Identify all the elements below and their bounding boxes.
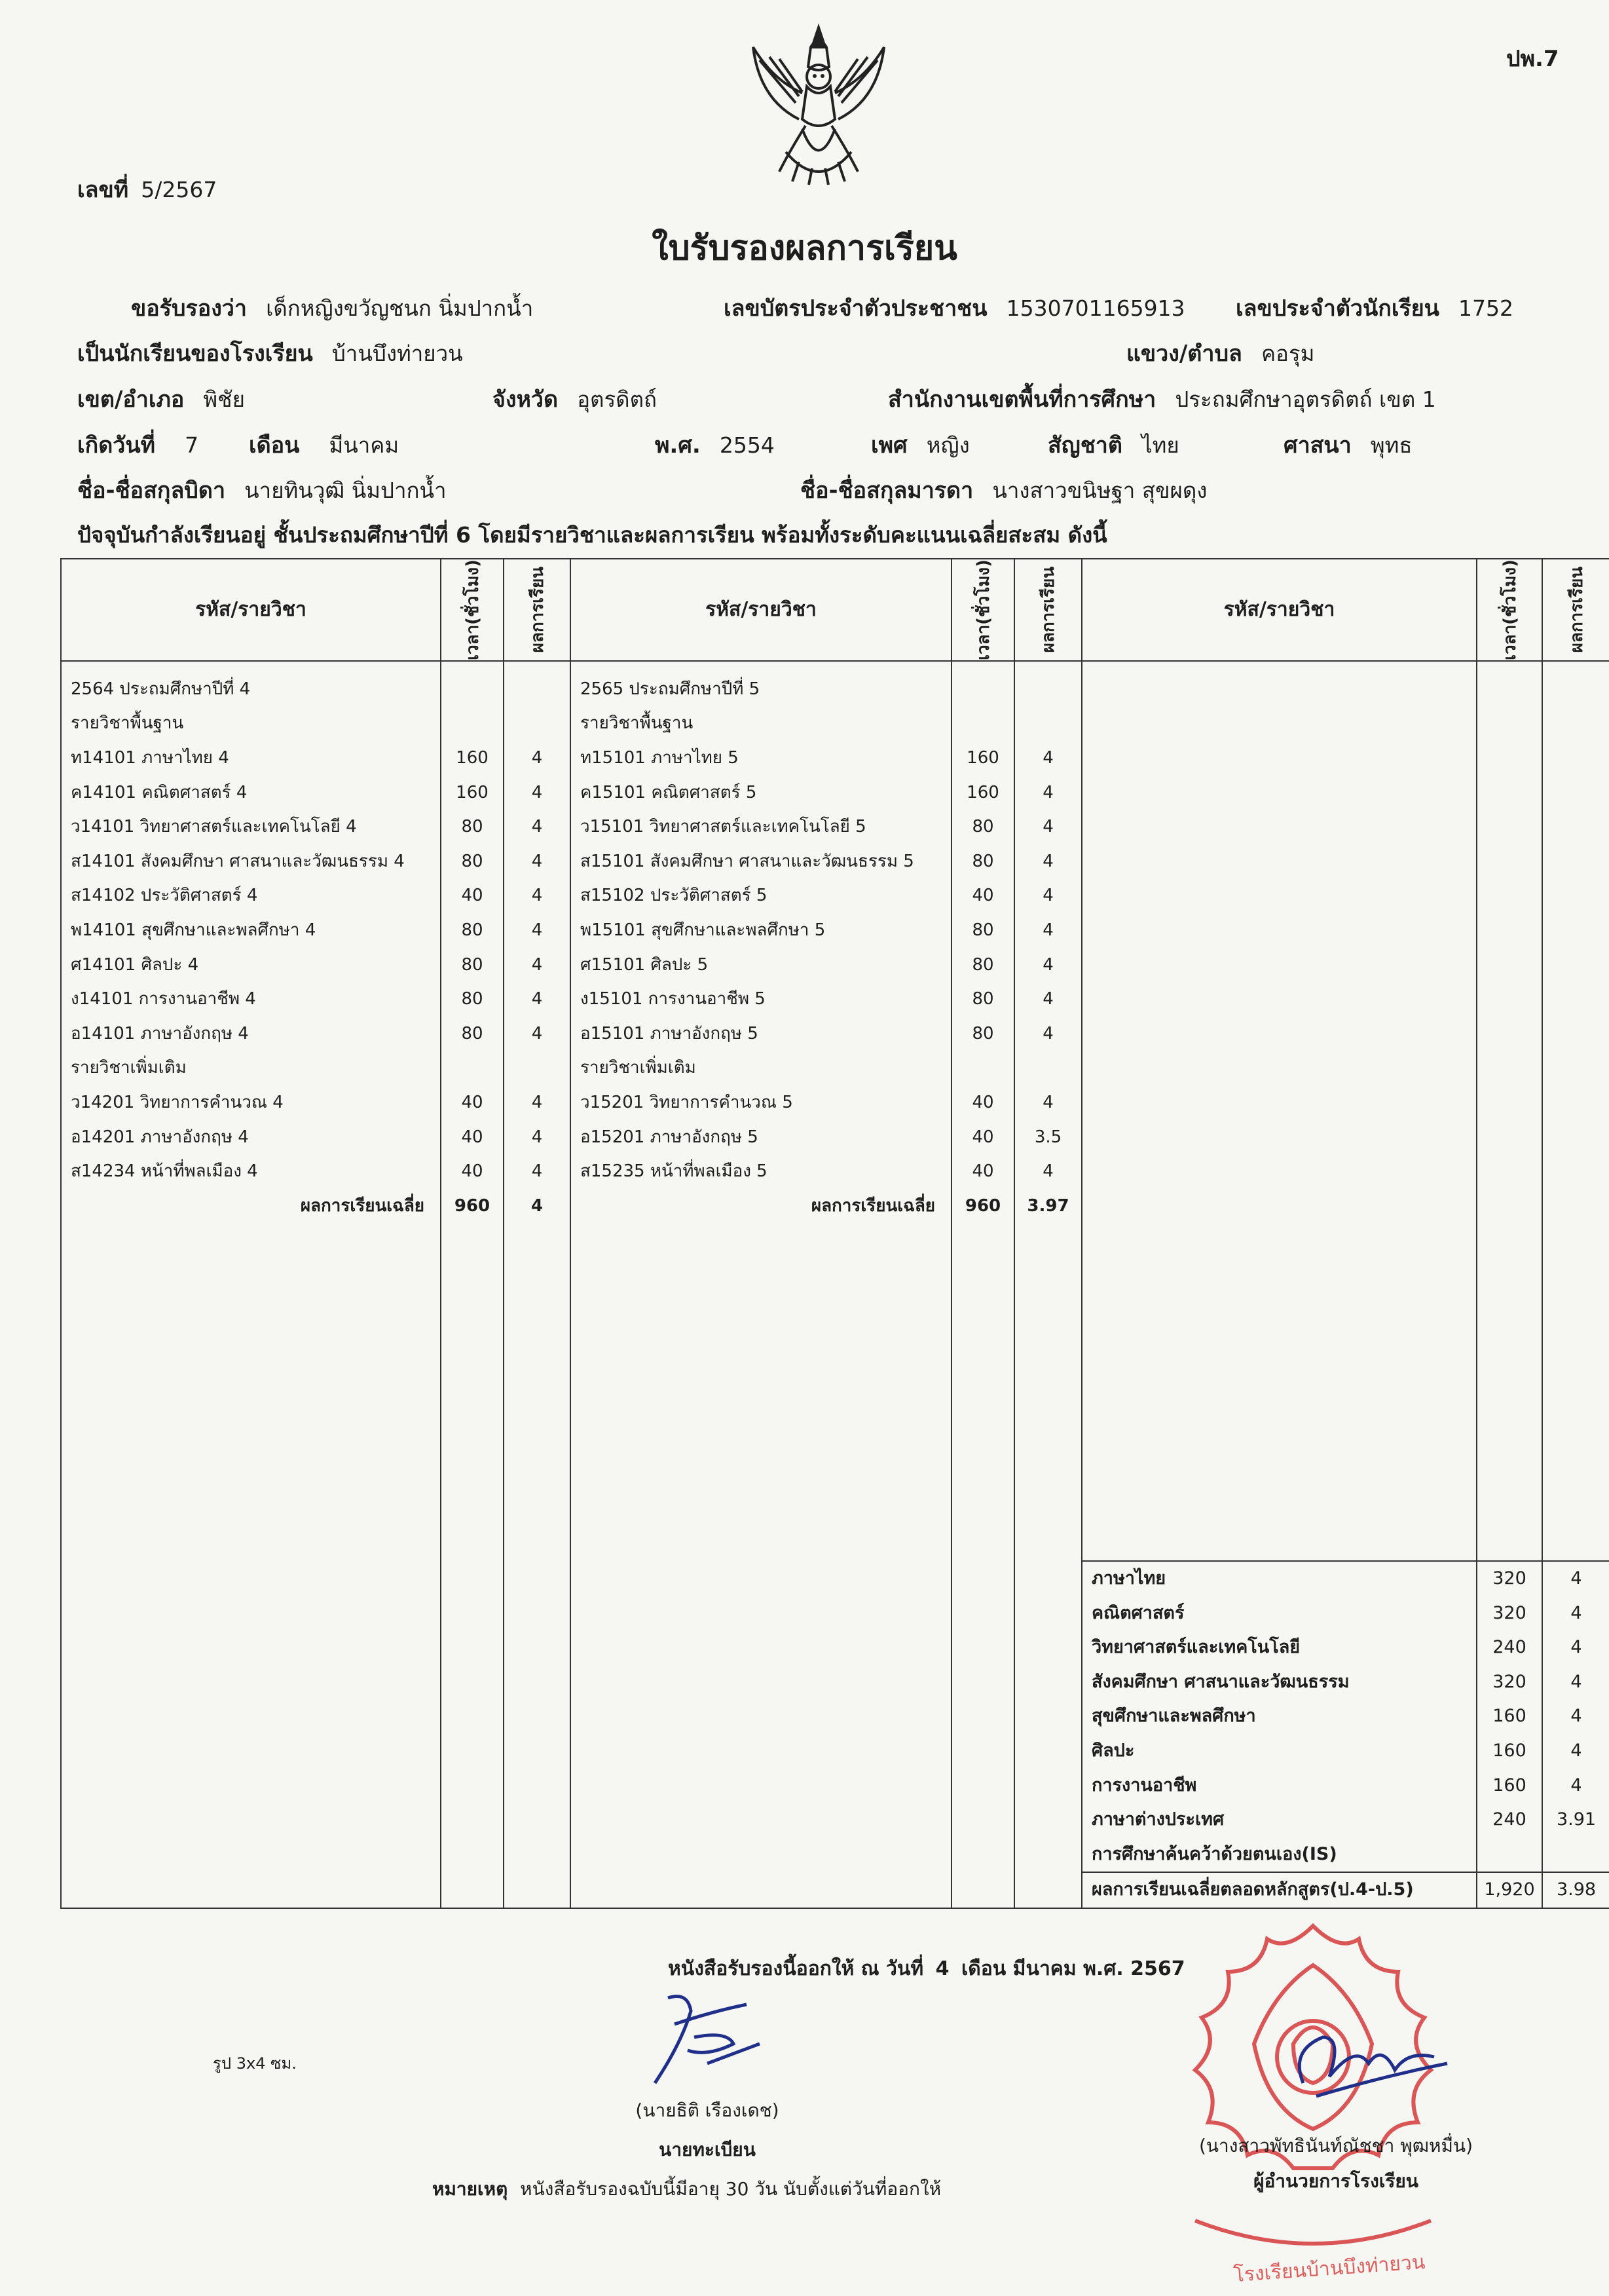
validity-note: หมายเหตุ หนังสือรับรองฉบับนี้มีอายุ 30 วัน นับตั้งแต่วันที่ออกให้ (432, 2178, 942, 2200)
table-header-row (61, 559, 1609, 661)
enrollment-statement: ปัจจุบันกำลังเรียนอยู่ ชั้นประถมศึกษาปีที่ 6 โดยมีรายวิชาและผลการเรียน พร้อมทั้งระดับคะแนนเฉลี่ยสะสม ดังนี้ (77, 522, 1107, 548)
birth-year-line: พ.ศ. 2554 (655, 432, 775, 459)
subject-hours: 40 (972, 1127, 994, 1147)
subject-name: ส15235 หน้าที่พลเมือง 5 (580, 1161, 768, 1182)
average-grade: 3.97 (1027, 1195, 1069, 1216)
subject-grade (504, 1051, 570, 1085)
summary-grade: 4 (1570, 1568, 1582, 1589)
subject-grade (504, 706, 570, 741)
summary-subject: ภาษาต่างประเทศ (1092, 1809, 1225, 1830)
subject-hours (441, 1051, 503, 1085)
year4-grades-cell (504, 661, 570, 1908)
subject-hours: 80 (461, 817, 483, 837)
subject-grade: 4 (531, 851, 543, 871)
subject-hours: 160 (967, 782, 999, 802)
subject-grade: 4 (531, 1161, 543, 1182)
subject-hours: 80 (461, 851, 483, 871)
issue-date-line: หนังสือรับรองนี้ออกให้ ณ วันที่ 4 เดือน มีนาคม พ.ศ. 2567 (668, 1957, 1185, 1980)
subject-grade: 4 (531, 1127, 543, 1147)
subject-hours: 40 (972, 1092, 994, 1112)
header-subject-1: รหัส/รายวิชา (61, 559, 441, 661)
subject-name: ศ15101 ศิลปะ 5 (580, 954, 709, 975)
subject-name: ท14101 ภาษาไทย 4 (71, 748, 229, 768)
year5-grades-cell (1014, 661, 1082, 1908)
subject-name: อ14201 ภาษาอังกฤษ 4 (71, 1127, 249, 1147)
summary-subject: การศึกษาค้นคว้าด้วยตนเอง(IS) (1092, 1843, 1337, 1864)
subject-name: ง15101 การงานอาชีพ 5 (580, 989, 766, 1009)
average-label: ผลการเรียนเฉลี่ย (811, 1195, 935, 1216)
mother-line: ชื่อ-ชื่อสกุลมารดา นางสาวขนิษฐา สุขผดุง (800, 478, 1208, 504)
header-hours-2: เวลา(ชั่วโมง) (952, 559, 1014, 661)
subject-name: ค14101 คณิตศาสตร์ 4 (71, 782, 248, 802)
subject-grade: 4 (1043, 920, 1054, 940)
subject-name: รายวิชาพื้นฐาน (71, 713, 184, 734)
average-hours: 960 (965, 1195, 1001, 1216)
summary-hours: 320 (1492, 1602, 1526, 1623)
subject-name: รายวิชาเพิ่มเติม (71, 1058, 187, 1078)
subject-name: ว15101 วิทยาศาสตร์และเทคโนโลยี 5 (580, 817, 866, 837)
subject-name: อ15201 ภาษาอังกฤษ 5 (580, 1127, 758, 1147)
summary-grade-list (1543, 1560, 1609, 1908)
subject-grade (1015, 672, 1081, 707)
subject-hours (952, 1051, 1014, 1085)
subject-grade: 4 (1043, 886, 1054, 906)
header-grade-2: ผลการเรียน (1014, 559, 1082, 661)
subject-grade: 4 (531, 920, 543, 940)
subject-name: พ15101 สุขศึกษาและพลศึกษา 5 (580, 920, 826, 940)
subject-name: ง14101 การงานอาชีพ 4 (71, 989, 256, 1009)
subject-hours (952, 706, 1014, 741)
sex-line: เพศ หญิง (871, 432, 970, 459)
subject-name: รายวิชาเพิ่มเติม (580, 1058, 696, 1078)
overall-average-label: ผลการเรียนเฉลี่ยตลอดหลักสูตร(ป.4-ป.5) (1082, 1872, 1476, 1908)
subject-grade: 3.5 (1034, 1127, 1062, 1147)
registrar-position: นายทะเบียน (659, 2139, 756, 2160)
subject-grade: 4 (1043, 748, 1054, 768)
subject-name: ว14201 วิทยาการคำนวณ 4 (71, 1092, 284, 1112)
header-grade-3: ผลการเรียน (1542, 559, 1609, 661)
subject-hours: 40 (461, 1161, 483, 1182)
subject-hours: 80 (461, 954, 483, 975)
subject-grade: 4 (1043, 954, 1054, 975)
subject-grade (504, 672, 570, 707)
summary-subject: สังคมศึกษา ศาสนาและวัฒนธรรม (1092, 1671, 1350, 1692)
summary-grade: 4 (1570, 1602, 1582, 1623)
summary-hours (1477, 1837, 1542, 1872)
subject-grade: 4 (531, 817, 543, 837)
summary-grade: 4 (1570, 1741, 1582, 1761)
subject-hours: 80 (461, 989, 483, 1009)
subject-grade: 4 (531, 886, 543, 906)
year5-subject-list (571, 672, 951, 1224)
school-line: เป็นนักเรียนของโรงเรียน บ้านบึงท่ายวน (77, 341, 463, 367)
summary-hours: 240 (1492, 1637, 1526, 1658)
director-signature-icon (1284, 2018, 1454, 2109)
summary-subject: วิทยาศาสตร์และเทคโนโลยี (1092, 1637, 1301, 1658)
summary-subject: ภาษาไทย (1092, 1568, 1166, 1589)
summary-grade: 4 (1570, 1706, 1582, 1727)
student-name-line: ขอรับรองว่า เด็กหญิงขวัญชนก นิ่มปากน้ำ (131, 295, 534, 322)
subject-name: รายวิชาพื้นฐาน (580, 713, 694, 734)
subject-name: ส14102 ประวัติศาสตร์ 4 (71, 886, 258, 906)
header-hours-1: เวลา(ชั่วโมง) (441, 559, 504, 661)
subject-hours: 40 (461, 1092, 483, 1112)
subject-grade: 4 (531, 954, 543, 975)
summary-subject: การงานอาชีพ (1092, 1775, 1197, 1796)
birth-month-line: เดือน มีนาคม (249, 432, 399, 459)
subject-grade (1015, 1051, 1081, 1085)
subject-name: ว15201 วิทยาการคำนวณ 5 (580, 1092, 793, 1112)
average-hours: 960 (454, 1195, 490, 1216)
subject-grade: 4 (1043, 989, 1054, 1009)
subject-hours: 40 (461, 1127, 483, 1147)
subject-hours: 80 (972, 817, 994, 837)
summary-subject-list (1082, 1560, 1476, 1908)
summary-subject: คณิตศาสตร์ (1092, 1602, 1185, 1623)
subject-name: พ14101 สุขศึกษาและพลศึกษา 4 (71, 920, 316, 940)
summary-grades-cell (1542, 661, 1609, 1908)
subject-hours (441, 672, 503, 707)
summary-hours: 160 (1492, 1741, 1526, 1761)
summary-grade: 4 (1570, 1671, 1582, 1692)
garuda-emblem-icon (733, 21, 904, 191)
director-name: (นางสาวพัทธินันท์ณัชชา พุฒหมื่น) (1198, 2135, 1473, 2156)
doc-number: เลขที่ 5/2567 (77, 177, 217, 203)
summary-grade: 4 (1570, 1775, 1582, 1796)
subject-grade: 4 (1043, 1092, 1054, 1112)
nationality-line: สัญชาติ ไทย (1048, 432, 1179, 459)
subject-name: อ14101 ภาษาอังกฤษ 4 (71, 1023, 249, 1044)
summary-hours-cell (1477, 661, 1542, 1908)
id-card-line: เลขบัตรประจำตัวประชาชน 1530701165913 (724, 295, 1185, 322)
year5-subjects-cell (570, 661, 952, 1908)
grades-table (60, 558, 1609, 1909)
registrar-name: (นายธิติ เรืองเดช) (635, 2099, 779, 2121)
photo-note: รูป 3x4 ซม. (213, 2054, 297, 2073)
year4-grade-list (504, 672, 570, 1224)
subject-name: ส15101 สังคมศึกษา ศาสนาและวัฒนธรรม 5 (580, 851, 914, 871)
header-subject-3: รหัส/รายวิชา (1082, 559, 1477, 661)
year5-hours-cell (952, 661, 1014, 1908)
subject-hours: 160 (967, 748, 999, 768)
subject-grade (1015, 706, 1081, 741)
subject-name: 2564 ประถมศึกษาปีที่ 4 (71, 679, 251, 699)
subject-grade: 4 (1043, 1023, 1054, 1044)
overall-average-grade: 3.98 (1543, 1872, 1609, 1908)
subject-name: ส14101 สังคมศึกษา ศาสนาและวัฒนธรรม 4 (71, 851, 405, 871)
header-grade-1: ผลการเรียน (504, 559, 570, 661)
subject-grade: 4 (531, 989, 543, 1009)
subject-hours: 160 (456, 748, 489, 768)
subject-hours: 40 (972, 1161, 994, 1182)
year4-hours-cell (441, 661, 504, 1908)
year4-subject-list (62, 672, 440, 1224)
summary-subject: ศิลปะ (1092, 1741, 1135, 1761)
subject-name: ศ14101 ศิลปะ 4 (71, 954, 199, 975)
subject-name: ส14234 หน้าที่พลเมือง 4 (71, 1161, 258, 1182)
year5-grade-list (1015, 672, 1081, 1224)
student-no-line: เลขประจำตัวนักเรียน 1752 (1236, 295, 1513, 322)
father-line: ชื่อ-ชื่อสกุลบิดา นายทินวุฒิ นิ่มปากน้ำ (77, 478, 447, 504)
summary-subjects-cell (1082, 661, 1477, 1908)
summary-hours: 240 (1492, 1809, 1526, 1830)
subject-hours: 80 (972, 920, 994, 940)
document-title: ใบรับรองผลการเรียน (652, 229, 957, 268)
subject-grade: 4 (531, 1092, 543, 1112)
overall-total-hours: 1,920 (1477, 1872, 1542, 1908)
subject-hours: 80 (972, 989, 994, 1009)
director-position: ผู้อำนวยการโรงเรียน (1253, 2170, 1418, 2192)
subject-grade: 4 (531, 782, 543, 802)
subject-hours: 80 (972, 1023, 994, 1044)
birth-day-line: เกิดวันที่ 7 (77, 432, 199, 459)
subject-hours: 40 (461, 886, 483, 906)
subject-hours: 80 (461, 920, 483, 940)
subject-grade: 4 (1043, 1161, 1054, 1182)
average-grade: 4 (530, 1195, 544, 1216)
subdistrict-line: แขวง/ตำบล คอรุม (1126, 341, 1315, 367)
area-line: สำนักงานเขตพื้นที่การศึกษา ประถมศึกษาอุตรดิตถ์ เขต 1 (888, 386, 1436, 413)
table-body-row (61, 661, 1609, 1908)
district-line: เขต/อำเภอ พิชัย (77, 386, 245, 413)
subject-name: 2565 ประถมศึกษาปีที่ 5 (580, 679, 760, 699)
subject-hours (952, 672, 1014, 707)
religion-line: ศาสนา พุทธ (1284, 432, 1413, 459)
summary-grade (1543, 1837, 1609, 1872)
year5-hours-list (952, 672, 1014, 1224)
subject-grade: 4 (1043, 817, 1054, 837)
subject-grade: 4 (531, 748, 543, 768)
average-label: ผลการเรียนเฉลี่ย (300, 1195, 424, 1216)
subject-hours (441, 706, 503, 741)
summary-grade: 3.91 (1556, 1809, 1597, 1830)
header-subject-2: รหัส/รายวิชา (570, 559, 952, 661)
year4-subjects-cell (61, 661, 441, 1908)
subject-name: ส15102 ประวัติศาสตร์ 5 (580, 886, 768, 906)
subject-hours: 40 (972, 886, 994, 906)
subject-name: ท15101 ภาษาไทย 5 (580, 748, 739, 768)
school-seal-text: โรงเรียนบ้านบึงท่ายวน (1232, 2250, 1426, 2287)
summary-hours: 160 (1492, 1775, 1526, 1796)
year4-hours-list (441, 672, 503, 1224)
summary-hours: 160 (1492, 1706, 1526, 1727)
header-hours-3: เวลา(ชั่วโมง) (1477, 559, 1542, 661)
form-code: ปพ.7 (1506, 46, 1559, 72)
subject-name: ว14101 วิทยาศาสตร์และเทคโนโลยี 4 (71, 817, 357, 837)
subject-hours: 160 (456, 782, 489, 802)
subject-grade: 4 (531, 1023, 543, 1044)
subject-grade: 4 (1043, 782, 1054, 802)
province-line: จังหวัด อุตรดิตถ์ (492, 386, 657, 413)
registrar-signature-icon (629, 1985, 773, 2090)
subject-hours: 80 (972, 954, 994, 975)
summary-hours: 320 (1492, 1568, 1526, 1589)
summary-grade: 4 (1570, 1637, 1582, 1658)
subject-hours: 80 (461, 1023, 483, 1044)
summary-hours: 320 (1492, 1671, 1526, 1692)
summary-hours-list (1477, 1560, 1542, 1908)
subject-hours: 80 (972, 851, 994, 871)
subject-name: ค15101 คณิตศาสตร์ 5 (580, 782, 757, 802)
subject-name: อ15101 ภาษาอังกฤษ 5 (580, 1023, 758, 1044)
summary-subject: สุขศึกษาและพลศึกษา (1092, 1706, 1256, 1727)
subject-grade: 4 (1043, 851, 1054, 871)
